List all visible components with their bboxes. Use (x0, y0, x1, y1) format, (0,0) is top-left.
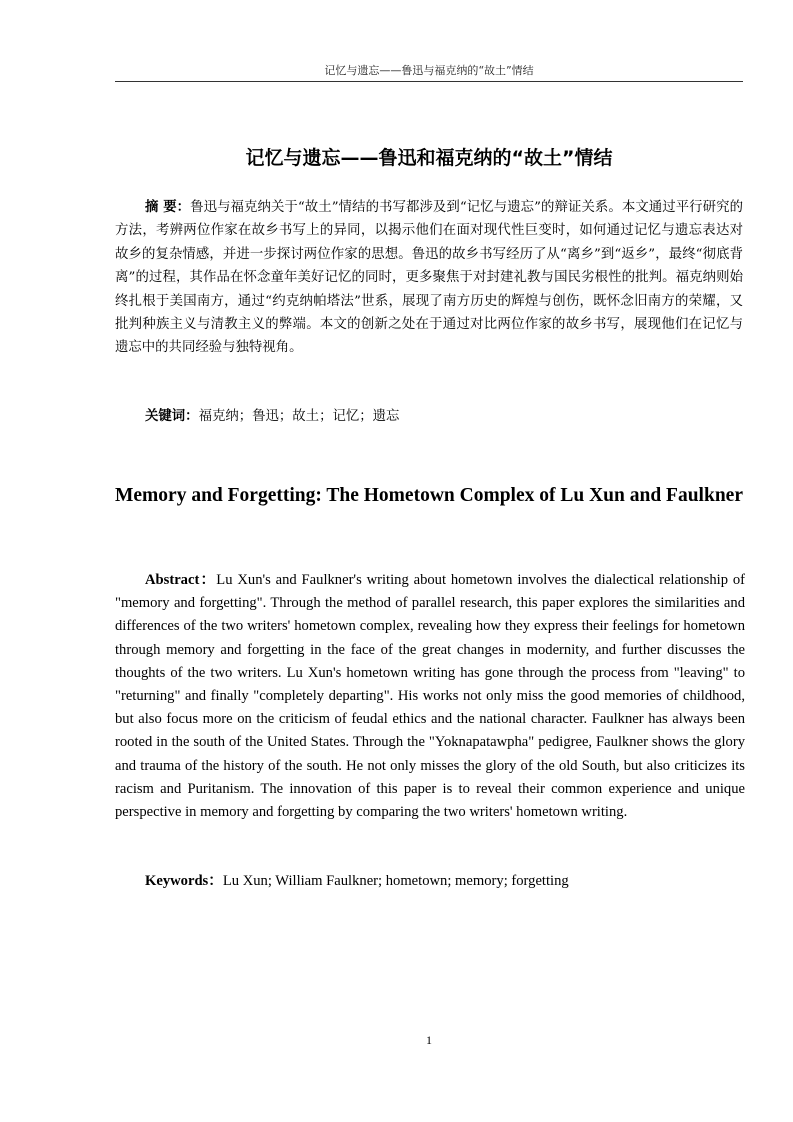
english-abstract-label: Abstract： (145, 572, 217, 588)
chinese-abstract-label: 摘 要： (145, 200, 191, 215)
running-header: 记忆与遗忘——鲁迅与福克纳的“故土”情结 (324, 64, 534, 77)
english-abstract-text: Lu Xun's and Faulkner's writing about hometown involves the dialectical relationship of "memory and forgetting". Through the method of parallel research, this paper explores the similarities and differences of the two writers' hometown complex, revealing how they express their feelings for hometown through memory and forgetting in the face of the great changes in modernity, and further discusses the thoughts of the two writers. Lu Xun's hometown writing has gone through the process from "leaving" to "returning" and finally "completely departing". His works not only miss the good memories of childhood, but also focus more on the criticism of feudal ethics and the national character. Faulkner has always been rooted in the south of the United States. Through the "Yoknapatawpha" pedigree, Faulkner shows the glory and trauma of the history of the south. He not only misses the glory of the old South, but also criticizes its racism and Puritanism. The innovation of this paper is to reveal their common experience and unique perspective in memory and forgetting by comparing the two writers' hometown writing. (115, 572, 745, 821)
english-keywords-text: Lu Xun; William Faulkner; hometown; memory; forgetting (222, 873, 569, 889)
chinese-title: 记忆与遗忘——鲁迅和福克纳的“故土”情结 (245, 147, 613, 169)
chinese-keywords (145, 405, 743, 428)
english-keywords-label: Keywords： (145, 873, 223, 889)
english-title: Memory and Forgetting: The Hometown Complex of Lu Xun and Faulkner (115, 485, 743, 506)
chinese-keywords-label: 关键词： (145, 409, 199, 424)
english-keywords (145, 870, 745, 893)
page-number: 1 (426, 1033, 432, 1047)
chinese-abstract (115, 196, 743, 360)
chinese-keywords-text: 福克纳；鲁迅；故土；记忆；遗忘 (198, 409, 400, 424)
header-rule (115, 81, 743, 82)
english-abstract (115, 569, 745, 824)
chinese-abstract-text: 鲁迅与福克纳关于“故土”情结的书写都涉及到“记忆与遗忘”的辩证关系。本文通过平行研究的方法，考辨两位作家在故乡书写上的异同，以揭示他们在面对现代性巨变时，如何通过记忆与遗忘表达对故乡的复杂情感，并进一步探讨两位作家的思想。鲁迅的故乡书写经历了从“离乡”到“返乡”，最终“彻底背离”的过程，其作品在怀念童年美好记忆的同时，更多聚焦于对封建礼教与国民劣根性的批判。福克纳则始终扎根于美国南方，通过“约克纳帕塔法”世系，展现了南方历史的辉煌与创伤，既怀念旧南方的荣耀，又批判种族主义与清教主义的弊端。本文的创新之处在于通过对比两位作家的故乡书写，展现他们在记忆与遗忘中的共同经验与独特视角。 (115, 200, 743, 356)
